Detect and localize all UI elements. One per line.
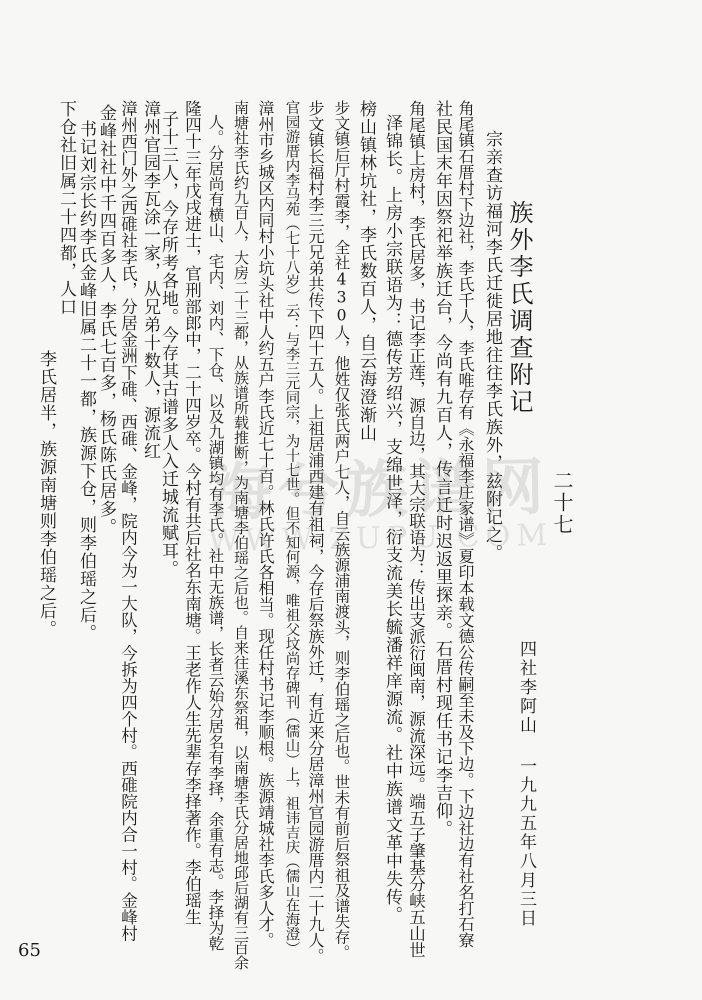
text-line-6: 榜山镇林坑社，李氏数百人，自云海澄渐山 [356, 100, 376, 442]
text-line-4: 角尾镇上房村，李氏居多，书记李正莲，源自边，其大宗联语为：传出支派衍闽南，源流深远。端五子肇基分峡五山世 [406, 100, 426, 958]
watermark-text-en: WWW.ZUPU.COM [207, 517, 554, 560]
text-line-20: 李氏居半，族源南塘则李伯瑶之后。 [36, 350, 56, 638]
page-number: 65 [18, 940, 41, 961]
text-line-1: 宗亲查访福河李氏迁徙居地往往李氏族外，兹附记之。 [482, 130, 502, 562]
text-line-12: 人。分居尚有横山、宅内、刘内、下仓、以及九湖镇均有李氏。社中无族谱，长者云始分居名有李择，余重有志。李择为乾 [206, 114, 225, 951]
text-line-13: 隆四十三年戊戌进士，官刑部郎中，二十四岁卒。今村有共后社名东南塘。王老作人生先辈存李择著作。李伯瑶生 [182, 100, 202, 925]
watermark-text-cn: 海兮族谱网 [209, 450, 551, 529]
text-line-19: 下仓社旧属二十四都，人口 [56, 100, 76, 316]
text-line-10: 漳州市乡城区内同村小坑头社中人约五户李氏近七十百。林氏许氏各相当。现任村书记李顺根。族源靖城社李氏多人才。 [256, 100, 275, 948]
text-line-16: 漳州西门外之西碓社李氏，分居金洲下碓、西碓、金峰，院内今为一大队，今拆为四个村。西碓院内合一村。金峰村 [118, 100, 138, 942]
page-mark-top: 二十七 [550, 470, 574, 536]
text-line-11: 南塘社李氏约九百人，大房二十三都，从族谱所载推断，为南塘李伯瑶之后也。自来往溪东祭祖，以南塘李氏分居地邱后湖有三百余 [232, 100, 250, 970]
text-line-17: 金峰社社中千四百多人，李氏七百多，杨氏陈氏居多。 [96, 104, 116, 536]
text-line-3: 社民国末年因祭祀举族迁台，今尚有九百人，传言迁时迟返里探亲。石厝村现任书记李吉仰。 [432, 100, 452, 838]
text-line-2: 角尾镇石厝村下边社，李氏千人，李氏唯存有《永福李庄家谱》夏印本载文德公传嗣至未及下边。下边社边有社名打石寮 [456, 100, 475, 948]
document-title: 族外李氏调查附记 [505, 200, 533, 416]
text-line-18: 书记刘宗长约李氏金峰旧属二十一都，族源下仓，则李伯瑶之后。 [76, 120, 96, 642]
text-line-7: 步文镇后厅村霞李，全社430人，他姓仅张氏两户七人，自云族源浦南渡头，则李伯瑶之后也。世未有前后祭祖及谱失存。 [332, 100, 351, 960]
text-line-8: 步文镇长福村李三元兄弟共传下四十五人。上祖居浦西建有祖祠，今存后祭族外迁，有近来分居漳州官园游厝内二十九人。 [306, 100, 325, 964]
text-line-9: 官园游厝内李马苑（七十八岁）云：与李三元同宗，为十七世。但不知何源，唯祖父坟尚存碑刊（儒山）上，祖讳吉庆（儒山在海澄） [283, 100, 300, 956]
text-line-14: 子十三人，今存所考各地。今存其古谱多人入迁城流赋耳。 [158, 110, 178, 578]
text-line-5: 泽锦长。上房小宗联语为：德传芳绍兴，支绵世泽，衍支流美长毓潘祥庠源流。社中族谱文革中失传。 [382, 114, 402, 924]
signature: 四社李阿山 一九九五年八月三日 [516, 640, 536, 928]
text-line-15: 漳州官园李瓦涂一家，从兄弟十数人，源流红 [140, 100, 160, 460]
